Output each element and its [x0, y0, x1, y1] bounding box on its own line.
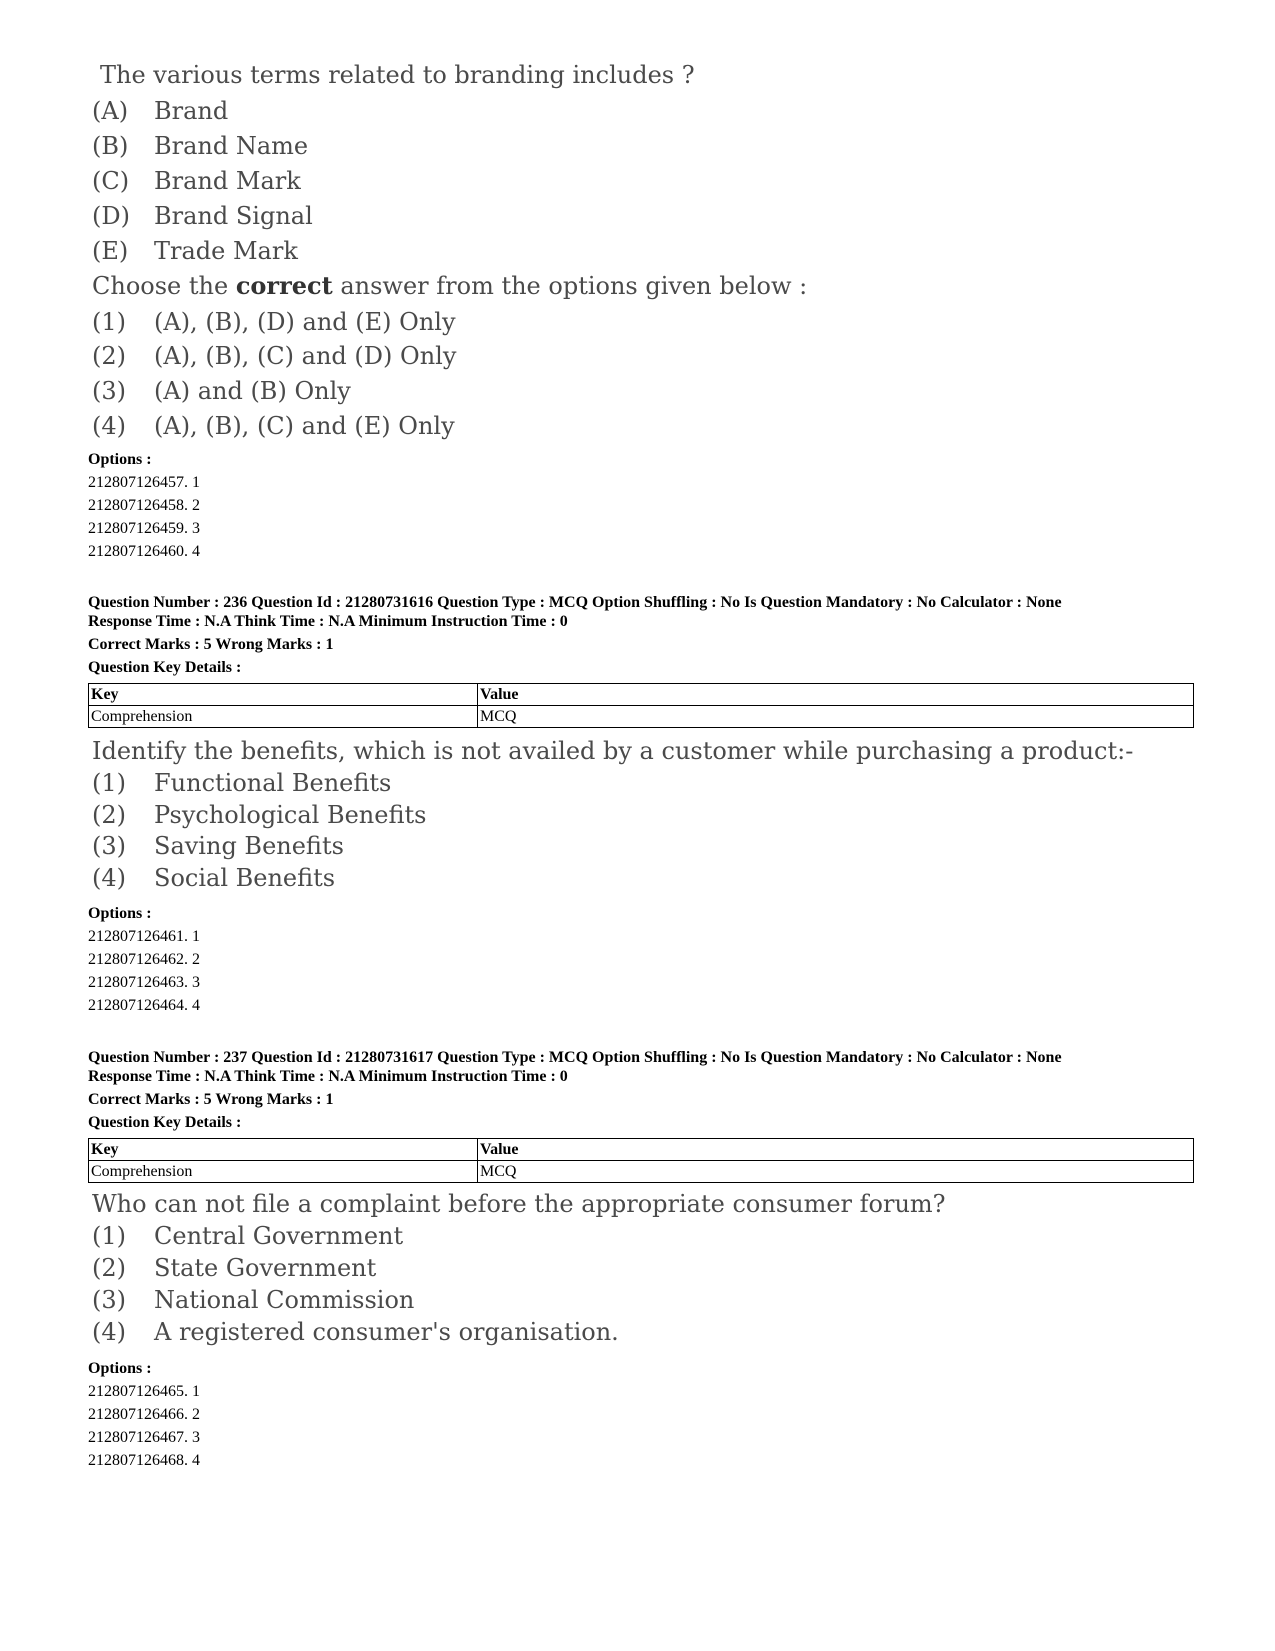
- question-key-details-label: Question Key Details :: [88, 659, 242, 676]
- q235-instruction-post: answer from the options given below :: [332, 272, 808, 300]
- q235-instruction: [92, 269, 807, 303]
- option-id: 212807126468. 4: [88, 1452, 200, 1469]
- q235-choice-label: (3): [92, 377, 126, 405]
- q235-item-text: Brand Name: [154, 132, 309, 160]
- option-id: 212807126463. 3: [88, 974, 200, 991]
- q235-item-text: Brand Signal: [154, 202, 313, 230]
- option-id: 212807126459. 3: [88, 520, 200, 537]
- table-header-key: Key: [89, 1139, 478, 1161]
- q237-choice-label: (2): [92, 1254, 126, 1282]
- question-header-line1: Question Number : 236 Question Id : 21280731616 Question Type : MCQ Option Shuffling : No Is Question Mandatory : No Calculator : None: [88, 594, 1062, 611]
- q235-item-label: (A): [92, 97, 129, 125]
- table-header-value: Value: [478, 684, 1194, 706]
- q237-key-table: [88, 1138, 1194, 1183]
- q237-choice-text: A registered consumer's organisation.: [154, 1318, 619, 1346]
- question-marks: Correct Marks : 5 Wrong Marks : 1: [88, 636, 334, 653]
- q235-item-label: (B): [92, 132, 129, 160]
- q237-choice-text: State Government: [154, 1254, 377, 1282]
- q237-stem: Who can not file a complaint before the appropriate consumer forum?: [92, 1190, 946, 1218]
- table-row: [89, 1139, 1194, 1161]
- q237-choice-label: (3): [92, 1286, 126, 1314]
- table-header-value: Value: [478, 1139, 1194, 1161]
- q235-choice-text: (A), (B), (C) and (E) Only: [154, 412, 455, 440]
- table-cell-value: MCQ: [478, 1161, 1194, 1183]
- table-cell-value: MCQ: [478, 706, 1194, 728]
- q235-item-text: Trade Mark: [154, 237, 298, 265]
- q236-choice-label: (1): [92, 769, 126, 797]
- q235-stem: The various terms related to branding includes ?: [100, 61, 695, 89]
- question-header-line1: Question Number : 237 Question Id : 21280731617 Question Type : MCQ Option Shuffling : No Is Question Mandatory : No Calculator : None: [88, 1049, 1062, 1066]
- option-id: 212807126465. 1: [88, 1383, 200, 1400]
- q235-choice-label: (4): [92, 412, 126, 440]
- option-id: 212807126461. 1: [88, 928, 200, 945]
- q237-choice-text: Central Government: [154, 1222, 404, 1250]
- q236-choice-text: Social Benefits: [154, 864, 336, 892]
- q235-choice-label: (1): [92, 308, 126, 336]
- q236-choice-label: (3): [92, 832, 126, 860]
- option-id: 212807126458. 2: [88, 497, 200, 514]
- option-id: 212807126467. 3: [88, 1429, 200, 1446]
- question-header-line2: Response Time : N.A Think Time : N.A Minimum Instruction Time : 0: [88, 613, 568, 630]
- table-row: [89, 706, 1194, 728]
- option-id: 212807126464. 4: [88, 997, 200, 1014]
- table-cell-key: Comprehension: [89, 706, 478, 728]
- q236-choice-text: Functional Benefits: [154, 769, 392, 797]
- q235-choice-text: (A) and (B) Only: [154, 377, 351, 405]
- options-label: Options :: [88, 905, 152, 922]
- options-label: Options :: [88, 1360, 152, 1377]
- options-label: Options :: [88, 451, 152, 468]
- table-row: [89, 684, 1194, 706]
- option-id: 212807126466. 2: [88, 1406, 200, 1423]
- question-header-line2: Response Time : N.A Think Time : N.A Minimum Instruction Time : 0: [88, 1068, 568, 1085]
- q235-item-text: Brand: [154, 97, 229, 125]
- option-id: 212807126460. 4: [88, 543, 200, 560]
- q236-stem: Identify the benefits, which is not availed by a customer while purchasing a product:-: [92, 737, 1134, 765]
- q237-choice-label: (1): [92, 1222, 126, 1250]
- q235-choice-text: (A), (B), (D) and (E) Only: [154, 308, 456, 336]
- q235-instruction-bold: correct: [235, 271, 333, 300]
- q235-item-label: (E): [92, 237, 129, 265]
- table-header-key: Key: [89, 684, 478, 706]
- q236-choice-text: Psychological Benefits: [154, 801, 427, 829]
- option-id: 212807126457. 1: [88, 474, 200, 491]
- option-id: 212807126462. 2: [88, 951, 200, 968]
- q235-item-label: (D): [92, 202, 130, 230]
- q235-item-label: (C): [92, 167, 130, 195]
- table-row: [89, 1161, 1194, 1183]
- q235-item-text: Brand Mark: [154, 167, 301, 195]
- q236-key-table: [88, 683, 1194, 728]
- q235-choice-label: (2): [92, 342, 126, 370]
- q235-choice-text: (A), (B), (C) and (D) Only: [154, 342, 457, 370]
- q236-choice-text: Saving Benefits: [154, 832, 344, 860]
- question-key-details-label: Question Key Details :: [88, 1114, 242, 1131]
- q236-choice-label: (2): [92, 801, 126, 829]
- q237-choice-text: National Commission: [154, 1286, 415, 1314]
- q237-choice-label: (4): [92, 1318, 126, 1346]
- table-cell-key: Comprehension: [89, 1161, 478, 1183]
- q236-choice-label: (4): [92, 864, 126, 892]
- q235-instruction-pre: Choose the: [92, 272, 236, 300]
- question-marks: Correct Marks : 5 Wrong Marks : 1: [88, 1091, 334, 1108]
